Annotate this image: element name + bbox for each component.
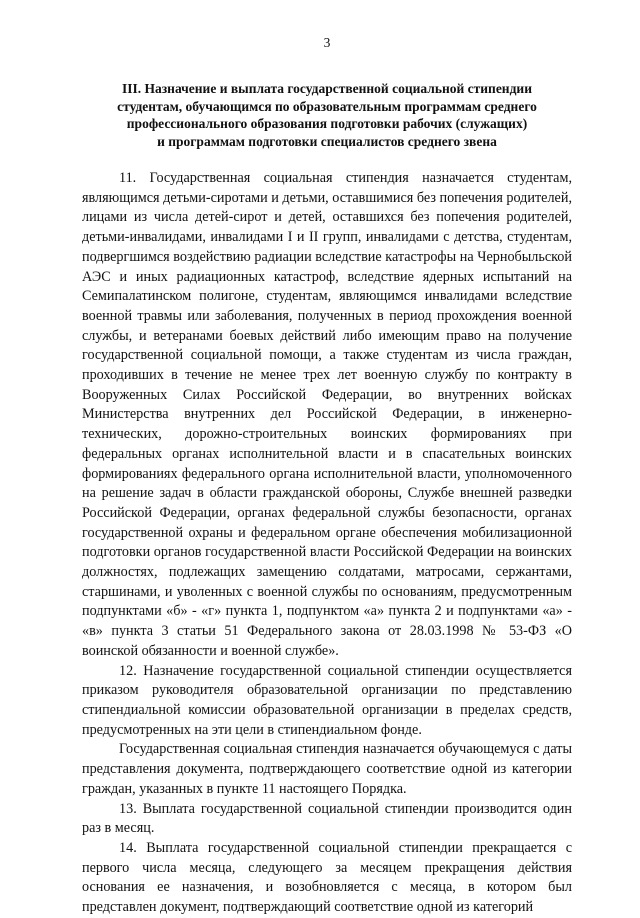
section-heading-line: III. Назначение и выплата государственной социальной стипендии [122, 81, 532, 96]
paragraph-13: 13. Выплата государственной социальной стипендии производится один раз в месяц. [82, 800, 572, 837]
section-heading [82, 80, 572, 150]
section-heading-line: и программам подготовки специалистов среднего звена [157, 133, 497, 149]
paragraph-11: 11. Государственная социальная стипендия назначается студентам, являющимся детьми-сиротами и детьми, оставшимися без попечения родителей, лицами из числа детей-сирот и детей, оставшихся без попечения родителей, детьми-инвалидами, инвалидами I и II групп, инвалидами с детства, студентам, подвергшимся воздействию радиации вследствие катастрофы на Чернобыльской АЭС и иных радиационных катастроф, вследствие ядерных испытаний на Семипалатинском полигоне, студентам, являющимся инвалидами вследствие военной травмы или заболевания, полученных в период прохождения военной службы, и ветеранами боевых действий либо имеющим право на получение государственной социальной помощи, а также студентам из числа граждан, проходивших в течение не менее трех лет военную службу по контракту в Вооруженных Силах Российской Федерации, во внутренних войсках Министерства внутренних дел Российской Федерации, в инженерно-технических, дорожно-строительных воинских формированиях при федеральных органах исполнительной власти и в спасательных воинских формированиях федерального органа исполнительной власти, уполномоченного на решение задач в области гражданской обороны, Службе внешней разведки Российской Федерации, органах федеральной службы безопасности, органах государственной охраны и федеральном органе обеспечения мобилизационной подготовки органов государственной власти Российской Федерации на воинских должностях, подлежащих замещению солдатами, матросами, сержантами, старшинами, и уволенных с военной службы по основаниям, предусмотренным подпунктами «б» - «г» пункта 1, подпунктом «а» пункта 2 и подпунктами «а» - «в» пункта 3 статьи 51 Федерального закона от 28.03.1998 № 53-ФЗ «О воинской обязанности и военной службе». [82, 170, 572, 659]
paragraph-14: 14. Выплата государственной социальной стипендии прекращается с первого числа месяца, следующего за месяцем прекращения действия основания ее назначения, и возобновляется с месяца, в котором был представлен документ, подтверждающий соответствие одной из категорий [82, 839, 572, 916]
document-page [82, 34, 572, 918]
section-heading-line: профессионального образования подготовки рабочих (служащих) [126, 116, 528, 131]
page-number: 3 [323, 35, 331, 50]
section-heading-line: студентам, обучающимся по образовательным программам среднего [117, 98, 537, 114]
document-body [82, 169, 572, 918]
paragraph-12: 12. Назначение государственной социальной стипендии осуществляется приказом руководителя образовательной организации по представлению стипендиальной комиссии образовательной организации в пределах средств, предусмотренных на эти цели в стипендиальном фонде. [82, 662, 572, 738]
paragraph-12-continued: Государственная социальная стипендия назначается обучающемуся с даты представления документа, подтверждающего соответствие одной из категории граждан, указанных в пункте 11 настоящего Порядка. [82, 741, 572, 797]
